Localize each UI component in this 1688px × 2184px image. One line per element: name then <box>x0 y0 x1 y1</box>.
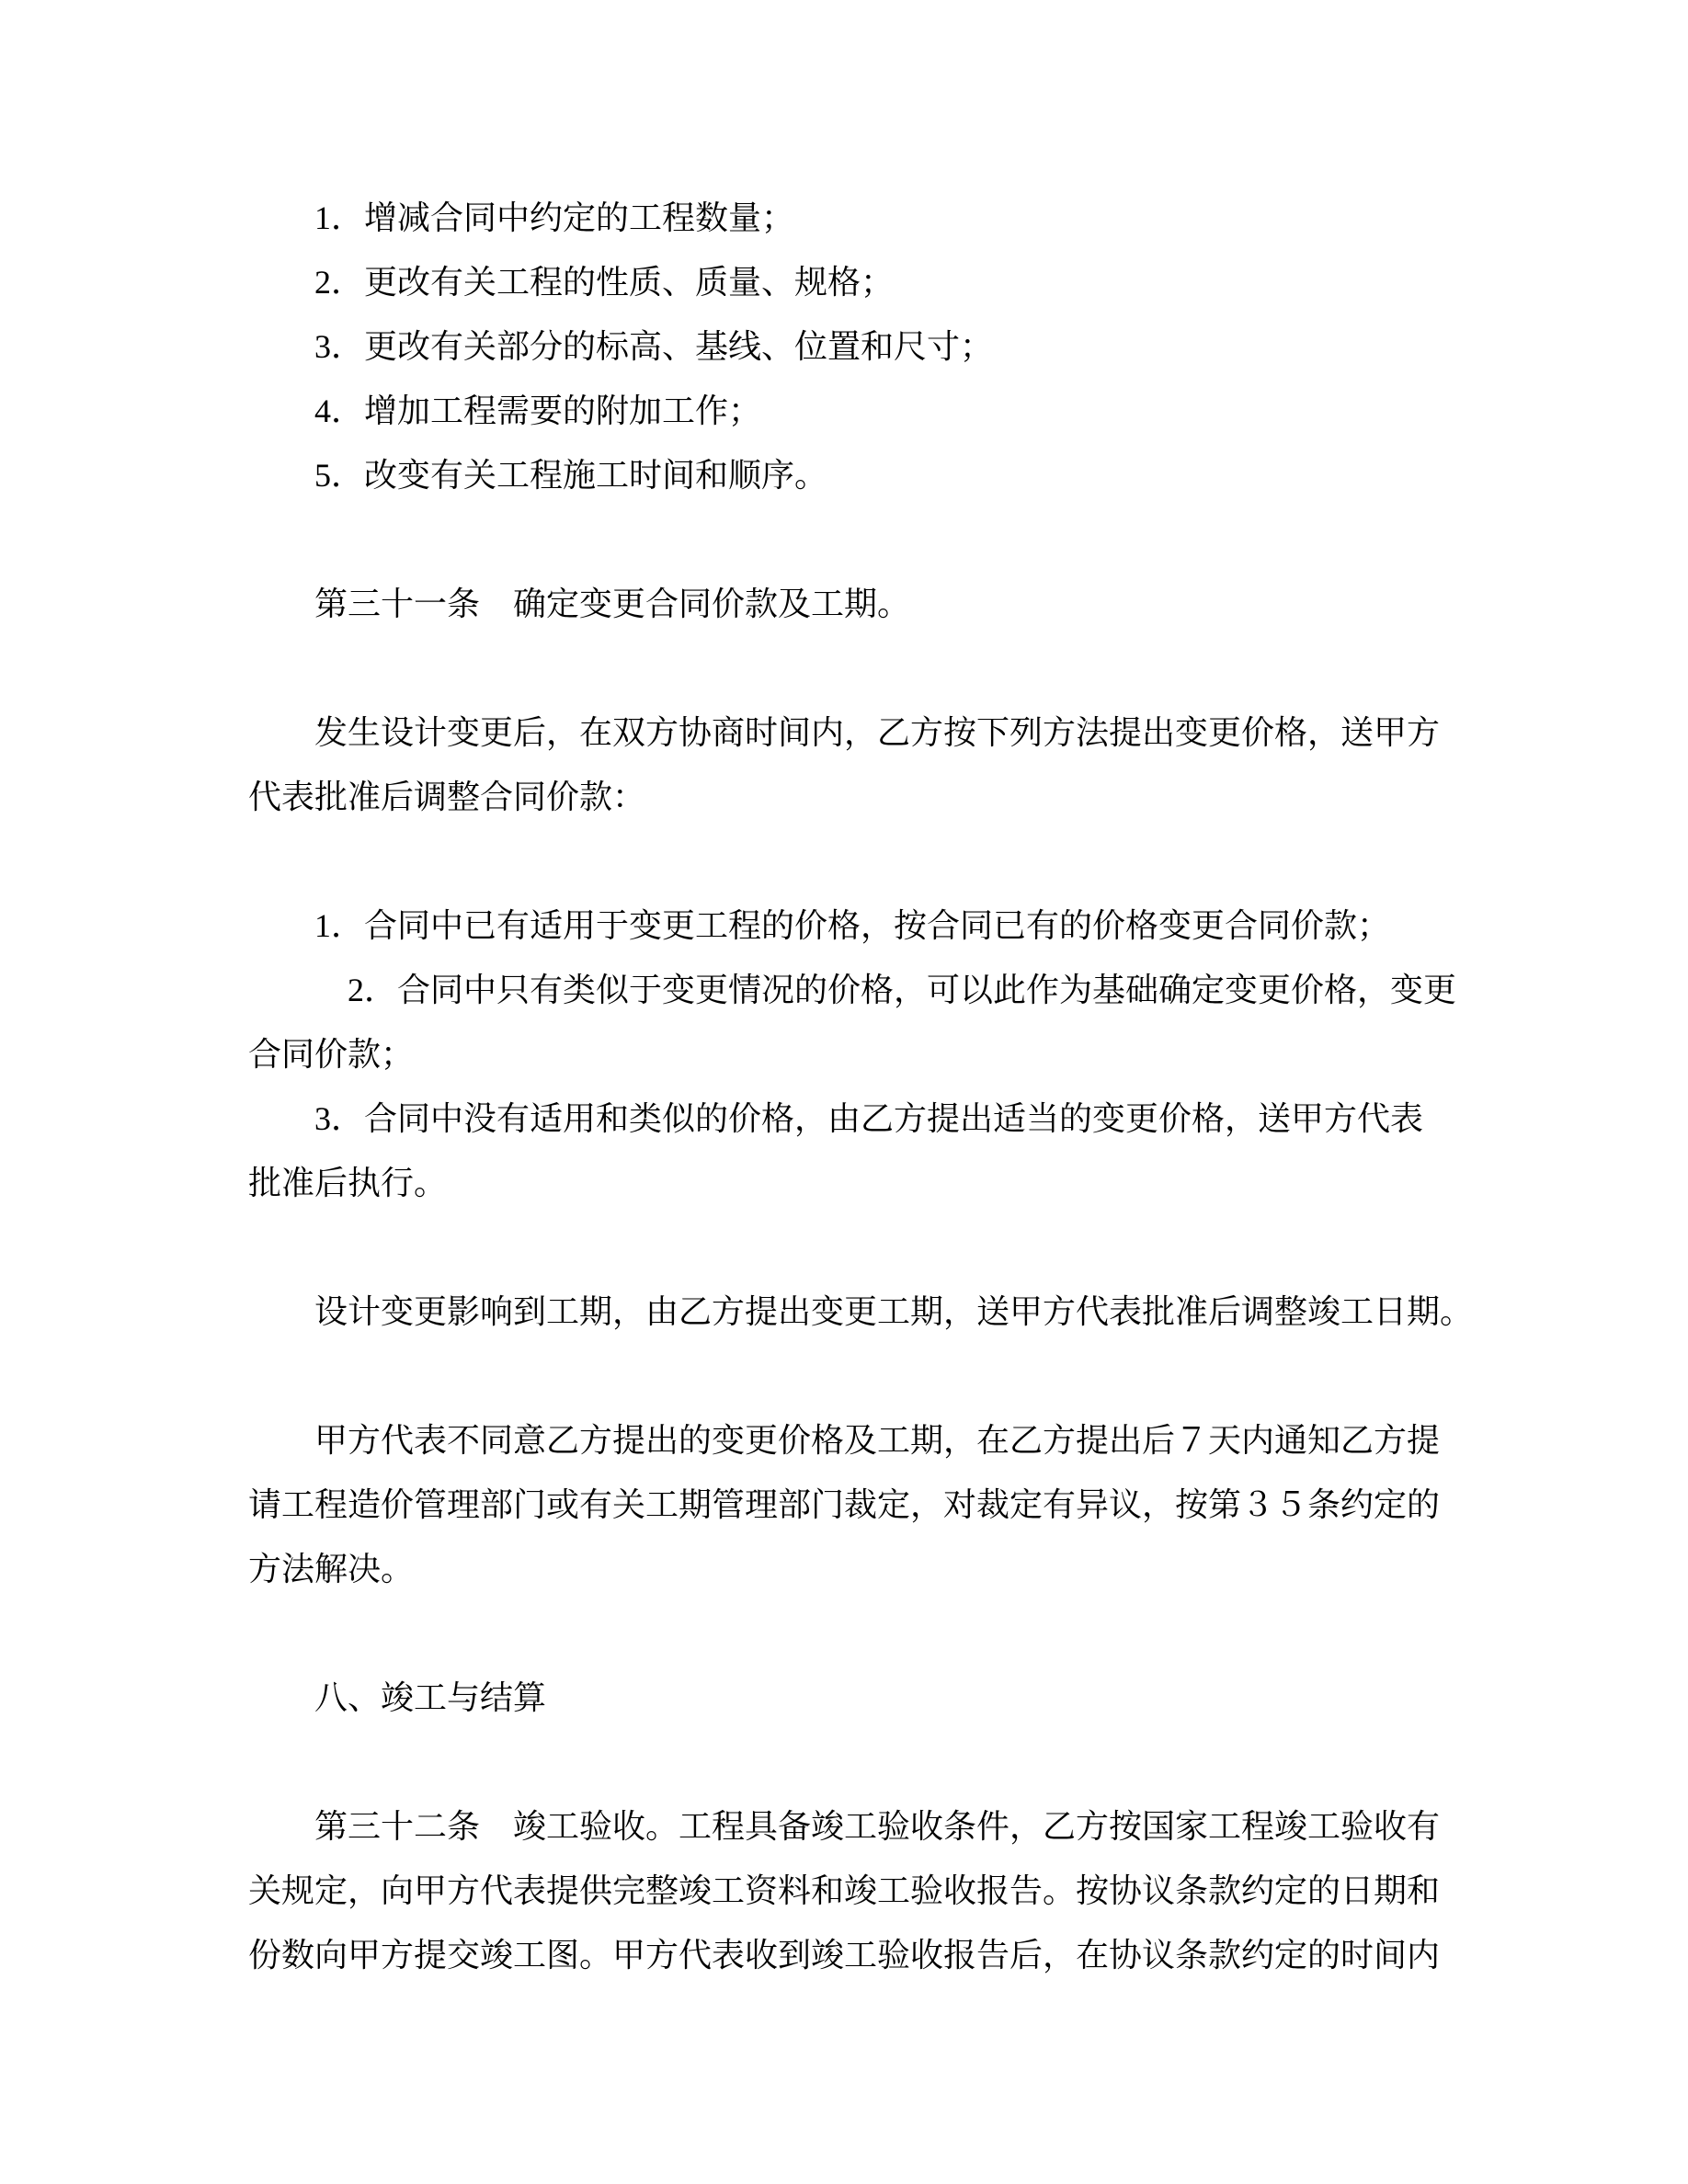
text-line: 2．合同中只有类似于变更情况的价格，可以此作为基础确定变更价格，变更 <box>248 972 1457 1008</box>
text-line: 3．合同中没有适用和类似的价格，由乙方提出适当的变更价格，送甲方代表 <box>248 1100 1424 1137</box>
document-body <box>248 186 1554 1987</box>
article-32-paragraph <box>248 1794 1554 1987</box>
text-line: 5．改变有关工程施工时间和顺序。 <box>248 457 828 494</box>
text-line: 合同价款； <box>248 1036 415 1073</box>
text-line: 请工程造价管理部门或有关工期管理部门裁定，对裁定有异议，按第３５条约定的 <box>248 1486 1441 1523</box>
text-line: 批准后执行。 <box>248 1165 448 1201</box>
text-line: 方法解决。 <box>248 1551 415 1587</box>
text-line: 设计变更影响到工期，由乙方提出变更工期，送甲方代表批准后调整竣工日期。 <box>248 1293 1474 1330</box>
text-line: 1．增减合同中约定的工程数量； <box>248 199 795 236</box>
text-line: 第三十一条 确定变更合同价款及工期。 <box>248 586 911 622</box>
article-31-intro <box>248 700 1554 829</box>
text-line: 发生设计变更后，在双方协商时间内，乙方按下列方法提出变更价格，送甲方 <box>248 714 1441 751</box>
article-31-heading <box>248 572 1554 636</box>
text-line: 2．更改有关工程的性质、质量、规格； <box>248 264 895 301</box>
text-line: 1．合同中已有适用于变更工程的价格，按合同已有的价格变更合同价款； <box>248 907 1391 944</box>
text-line: 3．更改有关部分的标高、基线、位置和尺寸； <box>248 328 994 365</box>
text-line: 甲方代表不同意乙方提出的变更价格及工期，在乙方提出后７天内通知乙方提 <box>248 1422 1441 1459</box>
disagreement-paragraph <box>248 1408 1554 1601</box>
price-change-methods <box>248 893 1554 1215</box>
design-change-items <box>248 186 1554 507</box>
text-line: 4．增加工程需要的附加工作； <box>248 392 762 429</box>
text-line: 第三十二条 竣工验收。工程具备竣工验收条件，乙方按国家工程竣工验收有 <box>248 1808 1441 1845</box>
section-8-heading <box>248 1666 1554 1730</box>
text-line: 代表批准后调整合同价款： <box>248 779 646 815</box>
text-line: 关规定，向甲方代表提供完整竣工资料和竣工验收报告。按协议条款约定的日期和 <box>248 1872 1441 1909</box>
schedule-change-paragraph <box>248 1280 1554 1344</box>
text-line: 份数向甲方提交竣工图。甲方代表收到竣工验收报告后，在协议条款约定的时间内 <box>248 1937 1441 1974</box>
text-line: 八、竣工与结算 <box>248 1679 547 1716</box>
